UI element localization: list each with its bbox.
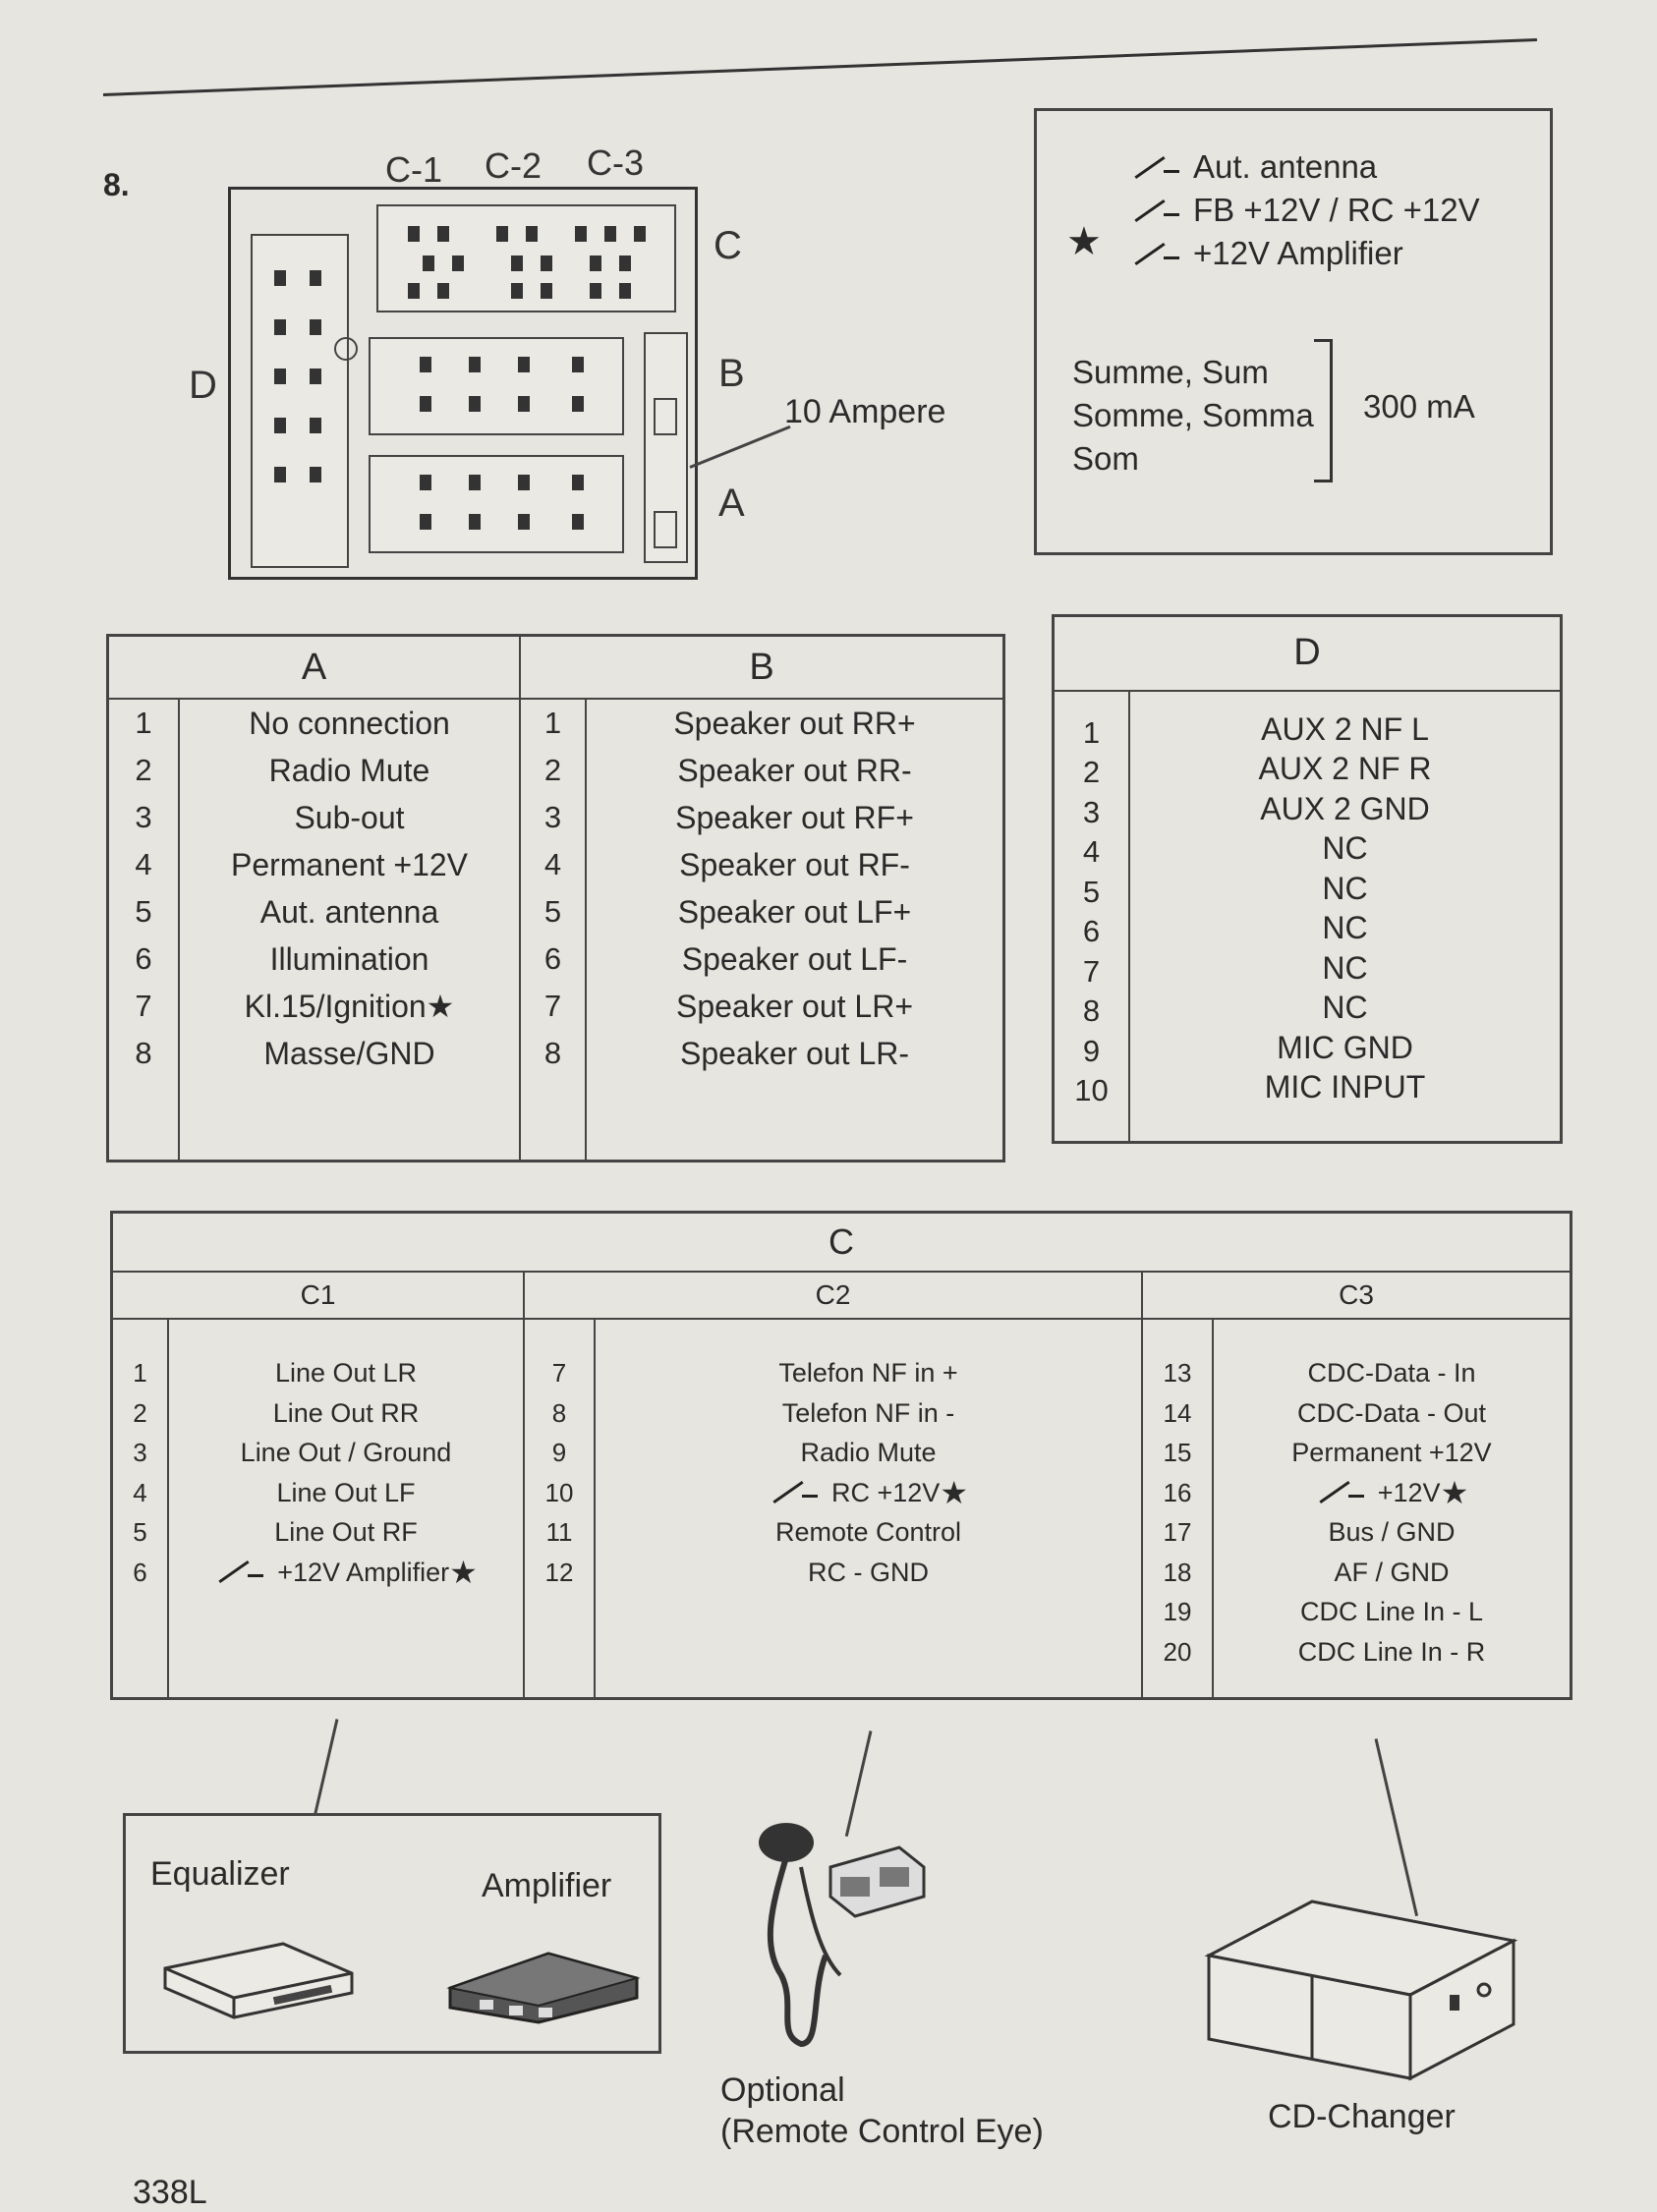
table-a-b xyxy=(106,634,1005,1163)
cd-changer-label: CD-Changer xyxy=(1268,2098,1456,2135)
table-b-numbers: 1 2 3 4 5 6 7 8 xyxy=(520,699,586,1161)
label-c3: C-3 xyxy=(587,142,645,183)
label-c1: C-1 xyxy=(385,149,443,190)
star-icon: ★ xyxy=(449,1554,478,1590)
table-c xyxy=(110,1211,1572,1700)
iso-connector xyxy=(228,187,698,580)
legend-item: +12V Amplifier xyxy=(1130,235,1403,272)
table-c1-header: C1 xyxy=(112,1272,525,1319)
switch-icon xyxy=(214,1564,267,1582)
switch-icon xyxy=(1130,160,1183,178)
equalizer-icon xyxy=(155,1934,362,2022)
connector-block-a xyxy=(369,455,624,553)
table-a-signals: No connection Radio Mute Sub-out Permanent +12V Aut. antenna Illumination Kl.15/Ignition★ Masse/GND xyxy=(179,699,520,1161)
star-icon: ★ xyxy=(426,989,455,1024)
fuse-holder xyxy=(644,332,688,563)
connector-block-d xyxy=(251,234,349,568)
table-d xyxy=(1052,614,1563,1144)
table-c2-header: C2 xyxy=(524,1272,1142,1319)
amplifier-equalizer-box xyxy=(123,1813,661,2054)
remote-eye-label: (Remote Control Eye) xyxy=(720,2113,1044,2150)
legend-box xyxy=(1034,108,1553,555)
current-value: 300 mA xyxy=(1363,388,1475,425)
equalizer-label: Equalizer xyxy=(150,1855,290,1893)
legend-item: Aut. antenna xyxy=(1130,148,1377,186)
star-icon: ★ xyxy=(1066,220,1102,263)
table-c1-numbers: 1 2 3 4 5 6 xyxy=(112,1319,169,1698)
table-c3-numbers: 13 14 15 16 17 18 19 20 xyxy=(1142,1319,1213,1698)
label-c2: C-2 xyxy=(485,145,543,186)
remote-control-eye-icon xyxy=(742,1808,939,2064)
label-side-a: A xyxy=(718,482,745,525)
amplifier-icon xyxy=(440,1939,647,2027)
table-c3-signals: CDC-Data - In CDC-Data - Out Permanent +12V +12V★ Bus / GND AF / GND CDC Line In - L CDC Line In - R xyxy=(1213,1319,1571,1698)
table-d-signals: AUX 2 NF L AUX 2 NF R AUX 2 GND NC NC NC NC NC MIC GND MIC INPUT xyxy=(1129,691,1562,1143)
amplifier-label: Amplifier xyxy=(482,1867,612,1904)
cd-changer-icon xyxy=(1204,1897,1518,2093)
table-a-numbers: 1 2 3 4 5 6 7 8 xyxy=(108,699,180,1161)
table-c-header: C xyxy=(112,1213,1571,1273)
mounting-hole xyxy=(334,337,358,361)
label-side-d: D xyxy=(189,364,217,407)
star-icon: ★ xyxy=(940,1474,968,1510)
fuse-label: 10 Ampere xyxy=(784,393,946,430)
optional-label: Optional xyxy=(720,2071,845,2109)
top-rule xyxy=(103,38,1537,96)
connector-block-c xyxy=(376,204,676,312)
table-b-signals: Speaker out RR+ Speaker out RR- Speaker out RF+ Speaker out RF- Speaker out LF+ Speaker out LF- Speaker out LR+ Speaker out LR- xyxy=(586,699,1004,1161)
table-c3-header: C3 xyxy=(1142,1272,1571,1319)
switch-icon xyxy=(1315,1485,1368,1503)
table-d-numbers: 1 2 3 4 5 6 7 8 9 10 xyxy=(1054,691,1130,1143)
sum-bracket xyxy=(1314,339,1333,482)
switch-icon xyxy=(769,1485,822,1503)
table-d-header: D xyxy=(1054,616,1562,691)
leader-line-c3 xyxy=(1375,1738,1419,1916)
table-c1-signals: Line Out LR Line Out RR Line Out / Ground Line Out LF Line Out RF +12V Amplifier★ xyxy=(168,1319,524,1698)
table-c2-signals: Telefon NF in + Telefon NF in - Radio Mute RC +12V★ Remote Control RC - GND xyxy=(595,1319,1142,1698)
page-number: 338L xyxy=(133,2174,207,2211)
label-side-c: C xyxy=(714,224,742,267)
table-b-header: B xyxy=(520,636,1004,700)
legend-item: FB +12V / RC +12V xyxy=(1130,192,1480,229)
switch-icon xyxy=(1130,247,1183,264)
label-side-b: B xyxy=(718,352,745,395)
section-number: 8. xyxy=(103,167,130,202)
fuse-leader-line xyxy=(689,425,790,469)
sum-labels: Summe, Sum Somme, Somma Som xyxy=(1072,354,1314,477)
star-icon: ★ xyxy=(1440,1474,1469,1510)
table-a-header: A xyxy=(108,636,521,700)
table-c2-numbers: 7 8 9 10 11 12 xyxy=(524,1319,595,1698)
connector-block-b xyxy=(369,337,624,435)
switch-icon xyxy=(1130,203,1183,221)
leader-line-c1 xyxy=(314,1719,338,1815)
